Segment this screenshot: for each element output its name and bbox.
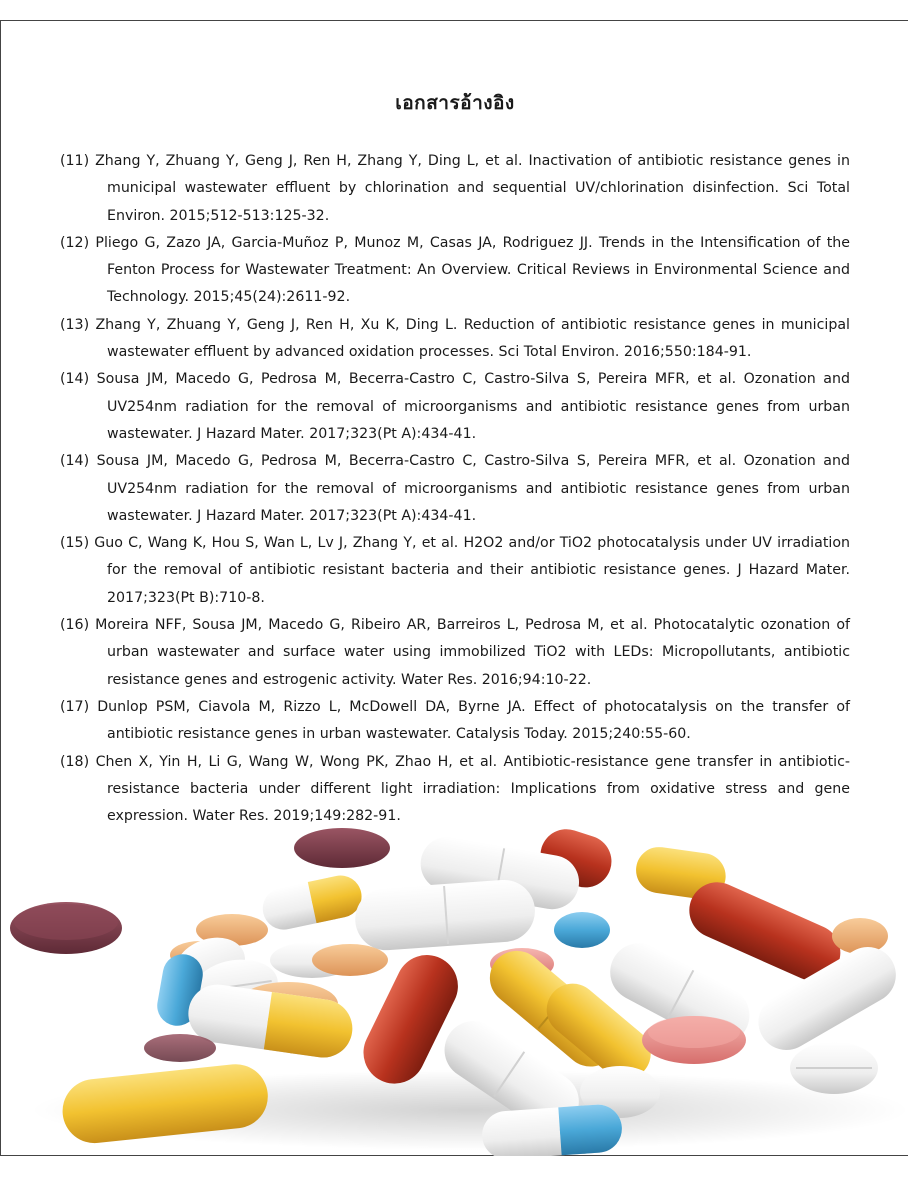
- pills-illustration: [0, 810, 908, 1156]
- reference-item: (11) Zhang Y, Zhuang Y, Geng J, Ren H, Zhang Y, Ding L, et al. Inactivation of antibiotic resistance genes in municipal wastewater effluent by chlorination and sequential UV/chlorination disinfection. Sci Total Environ. 2015;512-513:125-32.: [60, 153, 850, 224]
- reference-item: (15) Guo C, Wang K, Hou S, Wan L, Lv J, Zhang Y, et al. H2O2 and/or TiO2 photocatalysis under UV irradiation for the removal of antibiotic resistant bacteria and their antibiotic resistance genes. J Hazard Mater. 2017;323(Pt B):710-8.: [60, 535, 850, 606]
- reference-item: (14) Sousa JM, Macedo G, Pedrosa M, Becerra-Castro C, Castro-Silva S, Pereira MFR, et al. Ozonation and UV254nm radiation for the removal of microorganisms and antibiotic resistance genes from urban wastewater. J Hazard Mater. 2017;323(Pt A):434-41.: [60, 371, 850, 442]
- reference-list: [60, 148, 850, 830]
- pills-photo: [0, 810, 908, 1156]
- reference-item: (13) Zhang Y, Zhuang Y, Geng J, Ren H, Xu K, Ding L. Reduction of antibiotic resistance genes in municipal wastewater effluent by advanced oxidation processes. Sci Total Environ. 2016;550:184-91.: [60, 316, 850, 361]
- reference-item: (16) Moreira NFF, Sousa JM, Macedo G, Ribeiro AR, Barreiros L, Pedrosa M, et al. Photocatalytic ozonation of urban wastewater and surface water using immobilized TiO2 with LEDs: Micropollutants, antibiotic resistance genes and estrogenic activity. Water Res. 2016;94:10-22.: [60, 617, 850, 688]
- page-title: เอกสารอ้างอิง: [395, 92, 515, 114]
- reference-item: (12) Pliego G, Zazo JA, Garcia-Muñoz P, Munoz M, Casas JA, Rodriguez JJ. Trends in the Intensification of the Fenton Process for Wastewater Treatment: An Overview. Critical Reviews in Environmental Science and Technology. 2015;45(24):2611-92.: [60, 234, 850, 306]
- reference-item: (18) Chen X, Yin H, Li G, Wang W, Wong PK, Zhao H, et al. Antibiotic-resistance gene transfer in antibiotic-resistance bacteria under different light irradiation: Implications from oxidative stress and gene expression. Water Res. 2019;149:282-91.: [60, 753, 850, 825]
- reference-item: (17) Dunlop PSM, Ciavola M, Rizzo L, McDowell DA, Byrne JA. Effect of photocatalysis on the transfer of antibiotic resistance genes in urban wastewater. Catalysis Today. 2015;240:55-60.: [60, 698, 850, 743]
- reference-item: (14) Sousa JM, Macedo G, Pedrosa M, Becerra-Castro C, Castro-Silva S, Pereira MFR, et al. Ozonation and UV254nm radiation for the removal of microorganisms and antibiotic resistance genes from urban wastewater. J Hazard Mater. 2017;323(Pt A):434-41.: [60, 453, 850, 524]
